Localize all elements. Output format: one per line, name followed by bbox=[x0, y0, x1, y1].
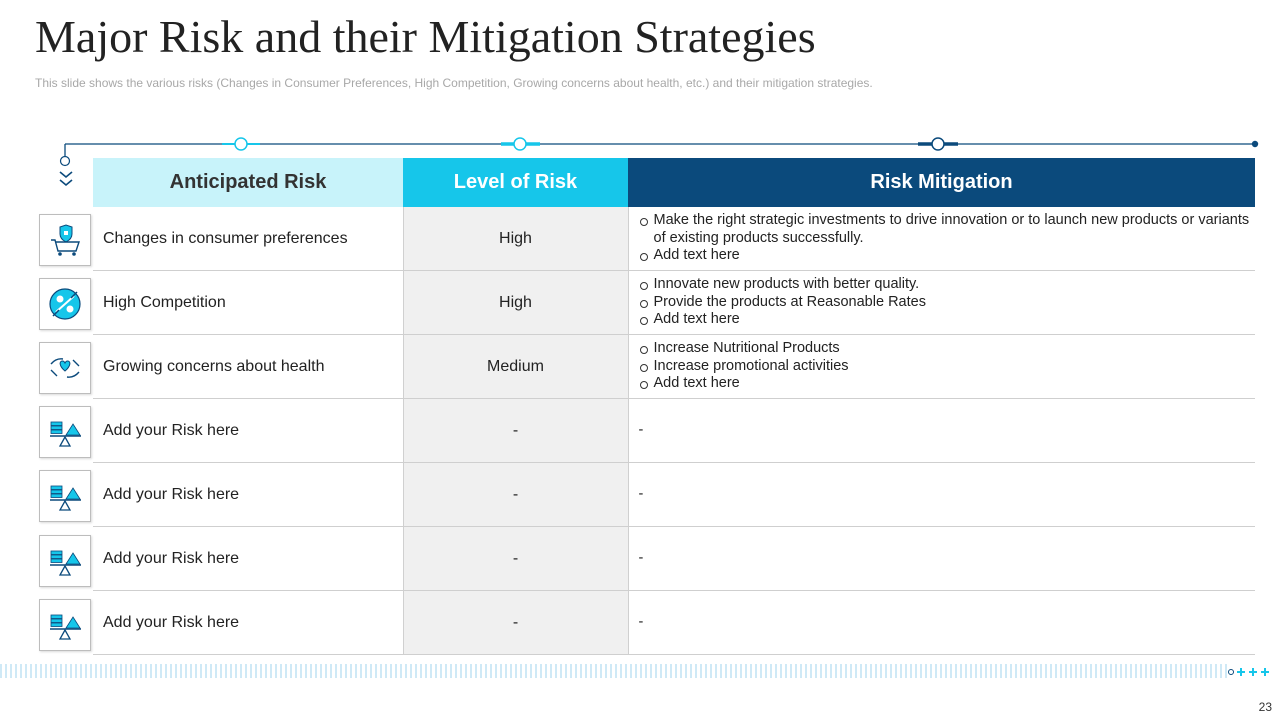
mitigation-item: Provide the products at Reasonable Rates bbox=[639, 294, 1256, 312]
risk-name: Add your Risk here bbox=[93, 527, 403, 591]
plus-decoration-icon bbox=[1226, 664, 1276, 680]
table-row bbox=[93, 399, 1255, 463]
header-risk-mitigation: Risk Mitigation bbox=[628, 158, 1255, 207]
mitigation-item: Add text here bbox=[639, 247, 1256, 265]
mitigation-item: Make the right strategic investments to drive innovation or to launch new products or variants of existing products successfully. bbox=[639, 212, 1256, 247]
header-level-of-risk: Level of Risk bbox=[403, 158, 628, 207]
risk-level: - bbox=[403, 527, 628, 591]
risk-mitigation bbox=[628, 207, 1255, 271]
risk-mitigation: - bbox=[628, 591, 1255, 655]
table-row bbox=[93, 335, 1255, 399]
risk-level: High bbox=[403, 271, 628, 335]
table-row bbox=[93, 591, 1255, 655]
risk-mitigation bbox=[628, 335, 1255, 399]
bottom-stripe-decoration bbox=[0, 664, 1228, 678]
header-anticipated-risk: Anticipated Risk bbox=[93, 158, 403, 207]
risk-table bbox=[93, 158, 1255, 655]
slide-subtitle: This slide shows the various risks (Changes in Consumer Preferences, High Competition, Growing concerns about health, etc.) and their mitigation strategies. bbox=[35, 76, 873, 90]
balance-scale-icon bbox=[39, 406, 91, 458]
balance-scale-icon bbox=[39, 599, 91, 651]
slide-title: Major Risk and their Mitigation Strategies bbox=[35, 11, 816, 62]
risk-level: - bbox=[403, 591, 628, 655]
risk-name: Add your Risk here bbox=[93, 399, 403, 463]
risk-mitigation bbox=[628, 271, 1255, 335]
risk-mitigation: - bbox=[628, 399, 1255, 463]
table-row bbox=[93, 207, 1255, 271]
mitigation-item: Innovate new products with better quality. bbox=[639, 276, 1256, 294]
table-row bbox=[93, 527, 1255, 591]
balance-scale-icon bbox=[39, 535, 91, 587]
risk-level: High bbox=[403, 207, 628, 271]
mitigation-item: Add text here bbox=[639, 311, 1256, 329]
risk-name: Growing concerns about health bbox=[93, 335, 403, 399]
table-row bbox=[93, 463, 1255, 527]
balance-scale-icon bbox=[39, 470, 91, 522]
chevron-down-icon bbox=[57, 170, 75, 190]
risk-mitigation: - bbox=[628, 463, 1255, 527]
risk-name: Changes in consumer preferences bbox=[93, 207, 403, 271]
shopping-cart-shield-icon bbox=[39, 214, 91, 266]
table-row bbox=[93, 271, 1255, 335]
risk-level: Medium bbox=[403, 335, 628, 399]
risk-name: Add your Risk here bbox=[93, 463, 403, 527]
page-number: 23 bbox=[1258, 700, 1272, 714]
risk-level: - bbox=[403, 463, 628, 527]
mitigation-item: Increase promotional activities bbox=[639, 358, 1256, 376]
risk-name: Add your Risk here bbox=[93, 591, 403, 655]
mitigation-item: Add text here bbox=[639, 375, 1256, 393]
table-header-row bbox=[93, 158, 1255, 207]
risk-name: High Competition bbox=[93, 271, 403, 335]
competition-icon bbox=[39, 278, 91, 330]
risk-mitigation: - bbox=[628, 527, 1255, 591]
risk-level: - bbox=[403, 399, 628, 463]
mitigation-item: Increase Nutritional Products bbox=[639, 340, 1256, 358]
health-care-hands-icon bbox=[39, 342, 91, 394]
